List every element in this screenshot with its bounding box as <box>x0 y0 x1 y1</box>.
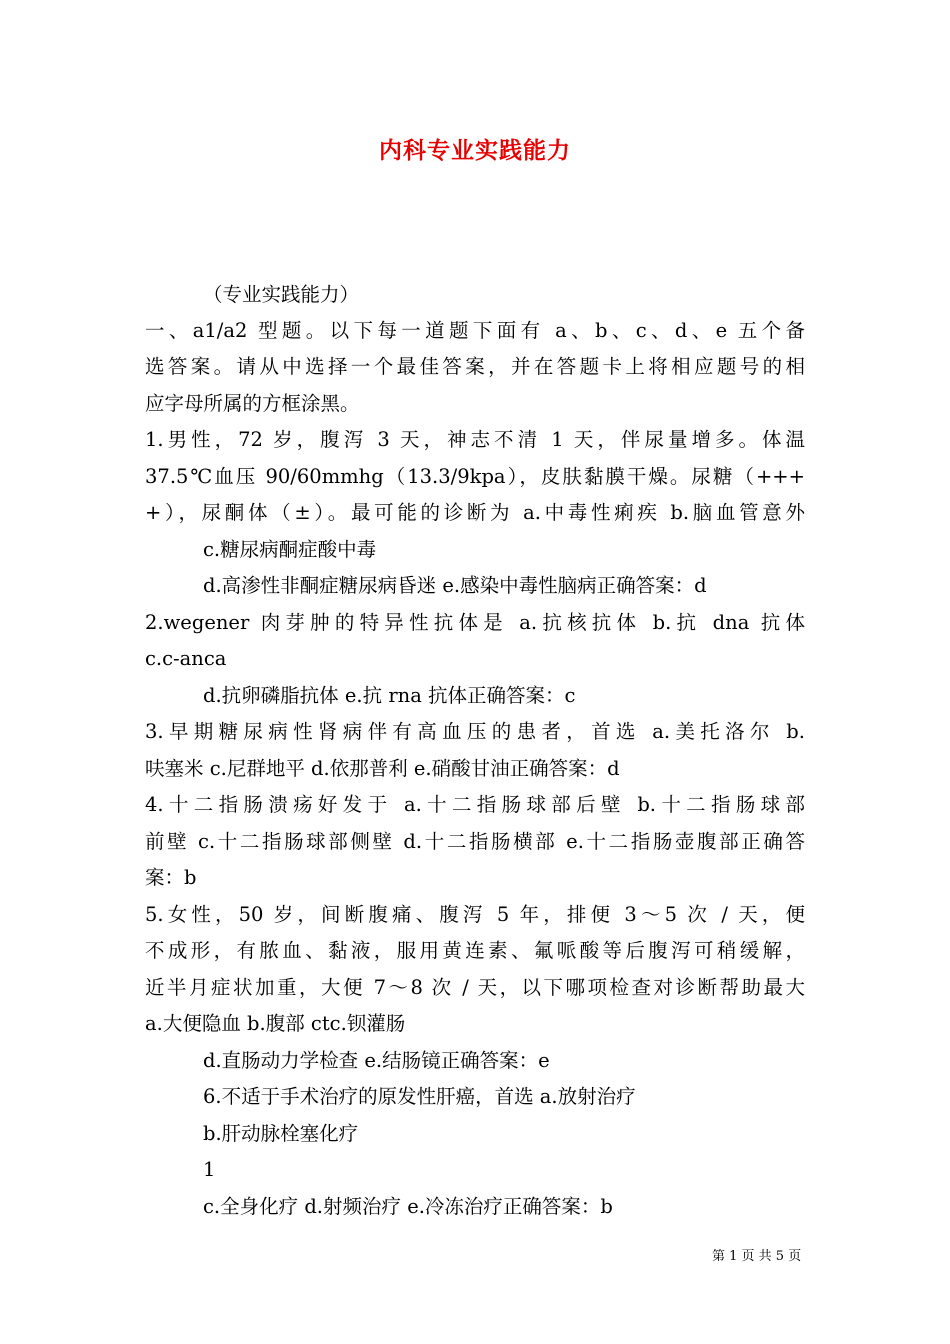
question-3-answer: 呋塞米 c.尼群地平 d.依那普利 e.硝酸甘油正确答案：d <box>145 757 620 780</box>
question-5-options: a.大便隐血 b.腹部 ctc.钡灌肠 <box>145 1012 406 1035</box>
question-2-line: 2.wegener 肉芽肿的特异性抗体是 a.抗核抗体 b.抗 dna 抗体 <box>145 611 805 634</box>
question-5-answer: d.直肠动力学检查 e.结肠镜正确答案：e <box>203 1049 550 1072</box>
question-1-answer: d.高渗性非酮症糖尿病昏迷 e.感染中毒性脑病正确答案：d <box>203 574 707 597</box>
question-6-answer: c.全身化疗 d.射频治疗 e.冷冻治疗正确答案：b <box>203 1195 613 1218</box>
question-6-line: 6.不适于手术治疗的原发性肝癌，首选 a.放射治疗 <box>203 1085 636 1108</box>
question-5-line: 近半月症状加重，大便 7～8 次 / 天，以下哪项检查对诊断帮助最大 <box>145 976 805 999</box>
section-subtitle: （专业实践能力） <box>203 283 360 306</box>
paragraph-line: 应字母所属的方框涂黑。 <box>145 392 360 415</box>
question-5-line: 5.女性，50 岁，间断腹痛、腹泻 5 年，排便 3～5 次 / 天，便 <box>145 903 805 926</box>
paragraph-line: 一、a1/a2 型题。以下每一道题下面有 a、b、c、d、e 五个备 <box>145 319 805 342</box>
question-1-line: +），尿酮体（±）。最可能的诊断为 a.中毒性痢疾 b.脑血管意外 <box>145 501 805 524</box>
question-2-answer: d.抗卵磷脂抗体 e.抗 rna 抗体正确答案：c <box>203 684 576 707</box>
question-2-option: c.c-anca <box>145 647 227 670</box>
inline-page-number: 1 <box>203 1158 216 1181</box>
question-6-option: b.肝动脉栓塞化疗 <box>203 1122 359 1145</box>
page-title: 内科专业实践能力 <box>379 138 571 164</box>
question-1-line: 1.男性，72 岁，腹泻 3 天，神志不清 1 天，伴尿量增多。体温 <box>145 428 805 451</box>
question-1-option: c.糖尿病酮症酸中毒 <box>203 538 377 561</box>
question-1-line: 37.5℃血压 90/60mmhg（13.3/9kpa），皮肤黏膜干燥。尿糖（+++ <box>145 465 805 488</box>
question-5-line: 不成形，有脓血、黏液，服用黄连素、氟哌酸等后腹泻可稍缓解， <box>145 939 805 962</box>
question-4-line: 前壁 c.十二指肠球部侧壁 d.十二指肠横部 e.十二指肠壶腹部正确答 <box>145 830 805 853</box>
question-4-answer: 案：b <box>145 866 197 889</box>
page-footer: 第 1 页 共 5 页 <box>712 1249 802 1264</box>
question-4-line: 4.十二指肠溃疡好发于 a.十二指肠球部后壁 b.十二指肠球部 <box>145 793 805 816</box>
paragraph-line: 选答案。请从中选择一个最佳答案，并在答题卡上将相应题号的相 <box>145 355 805 378</box>
question-3-line: 3.早期糖尿病性肾病伴有高血压的患者，首选 a.美托洛尔 b. <box>145 720 805 743</box>
